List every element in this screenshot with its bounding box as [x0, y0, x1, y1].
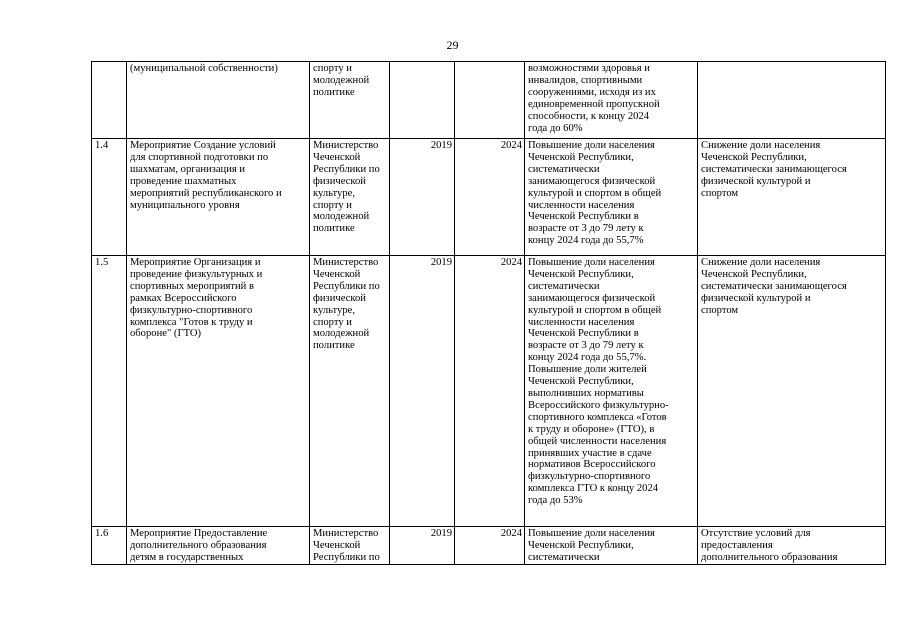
start-year: 2019 [390, 256, 455, 527]
non-implementation-consequence: Снижение доли населения Чеченской Республики, систематически занимающегося физической культурой и спортом [698, 139, 886, 256]
row-number: 1.5 [92, 256, 127, 527]
non-implementation-consequence: Отсутствие условий для предоставления дополнительного образования [698, 527, 886, 565]
expected-result: Повышение доли населения Чеченской Республики, систематически [525, 527, 698, 565]
row-number: 1.6 [92, 527, 127, 565]
executor: Министерство Чеченской Республики по физической культуре, спорту и молодежной политике [310, 256, 390, 527]
end-year: 2024 [455, 527, 525, 565]
expected-result: Повышение доли населения Чеченской Республики, систематически занимающегося физической культурой и спортом в общей численности населения Чеченской Республики в возрасте от 3 до 79 лету к концу 2024 года до 55,7%. Повышение доли жителей Чеченской Республики, выполнивших нормативы Всероссийского физкультурно- спортивного комплекса «Готов к труду и обороне» (ГТО), в общей численности населения принявших участие в сдаче нормативов Всероссийского физкультурно-спортивного комплекса ГТО к концу 2024 года до 53% [525, 256, 698, 527]
start-year [390, 62, 455, 139]
program-events-table [91, 61, 886, 565]
end-year [455, 62, 525, 139]
non-implementation-consequence [698, 62, 886, 139]
row-number [92, 62, 127, 139]
table-row [92, 139, 886, 256]
executor: Министерство Чеченской Республики по физической культуре, спорту и молодежной политике [310, 139, 390, 256]
non-implementation-consequence: Снижение доли населения Чеченской Республики, систематически занимающегося физической культурой и спортом [698, 256, 886, 527]
executor: спорту и молодежной политике [310, 62, 390, 139]
table-row [92, 527, 886, 565]
end-year: 2024 [455, 139, 525, 256]
table-row [92, 256, 886, 527]
expected-result: возможностями здоровья и инвалидов, спортивными сооружениями, исходя из их единовременной пропускной способности, к концу 2024 года до 60% [525, 62, 698, 139]
end-year: 2024 [455, 256, 525, 527]
event-name: Мероприятие Организация и проведение физкультурных и спортивных мероприятий в рамках Всероссийского физкультурно-спортивного комплекса "Готов к труду и обороне" (ГТО) [127, 256, 310, 527]
expected-result: Повышение доли населения Чеченской Республики, систематически занимающегося физической культурой и спортом в общей численности населения Чеченской Республики в возрасте от 3 до 79 лету к концу 2024 года до 55,7% [525, 139, 698, 256]
row-number: 1.4 [92, 139, 127, 256]
event-name: (муниципальной собственности) [127, 62, 310, 139]
start-year: 2019 [390, 139, 455, 256]
start-year: 2019 [390, 527, 455, 565]
event-name: Мероприятие Создание условий для спортивной подготовки по шахматам, организация и проведение шахматных мероприятий республиканского и муниципального уровня [127, 139, 310, 256]
event-name: Мероприятие Предоставление дополнительного образования детям в государственных [127, 527, 310, 565]
page-number: 29 [446, 38, 459, 52]
table-row [92, 62, 886, 139]
executor: Министерство Чеченской Республики по [310, 527, 390, 565]
